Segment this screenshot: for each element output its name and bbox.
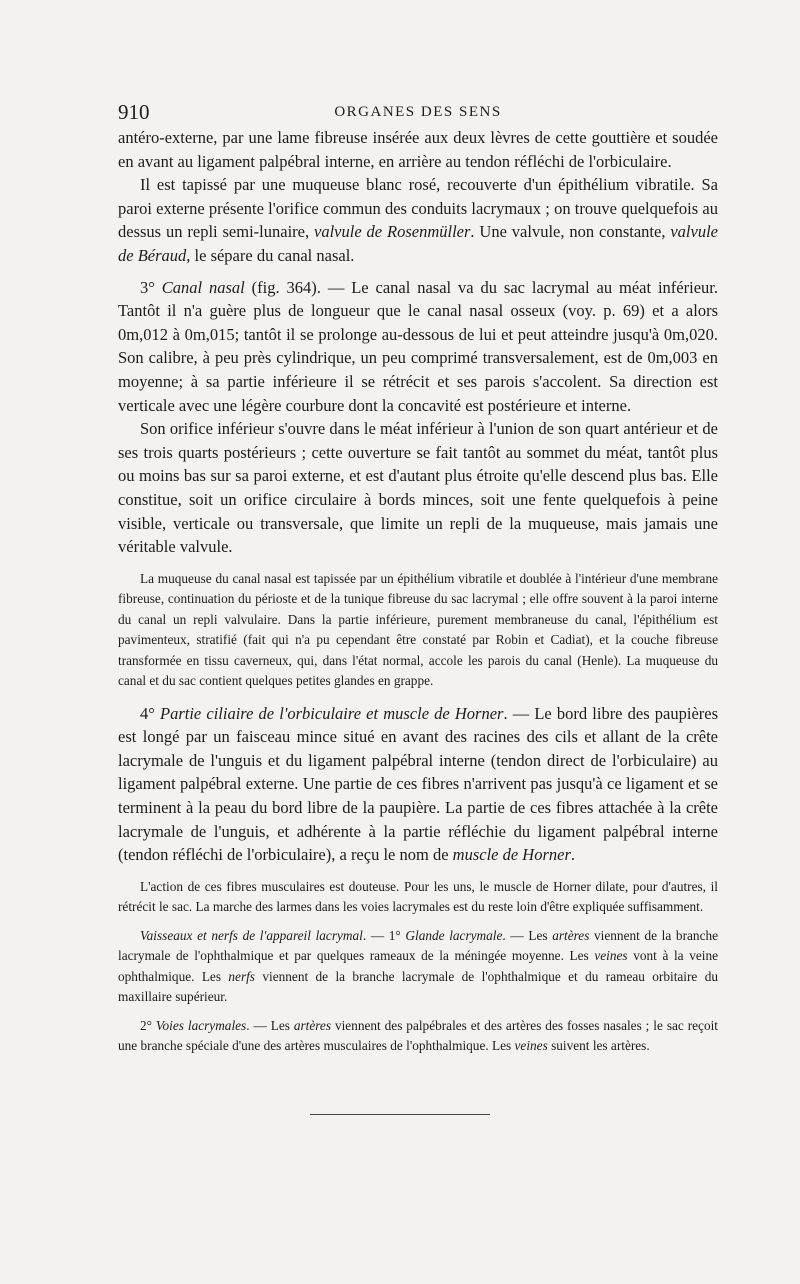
paragraph-text: . Une valvule, non constante, [470,222,671,242]
term-veines: veines [514,1038,548,1054]
paragraph-text: L'action de ces fibres musculaires est douteuse. Pour les uns, le muscle de Horner dilate, pour d'autres, il rétrécit le sac. La marche des larmes dans les voies lacrymales est du reste loin d'être expliquée suffisamment. [118,878,718,915]
term-veines: veines [594,948,628,964]
term-arteres: artères [552,927,590,943]
paragraph-text: La muqueuse du canal nasal est tapissée par un épithélium vibratile et doublée à l'intérieur d'une membrane fibreuse, continuation du périoste et de la tunique fibreuse du sac lacrymal ; elle offre souvent à la paroi interne du canal un repli valvulaire. Dans la partie inférieure, purement membraneuse du canal, l'épithélium est pavimenteux, stratifié (fait qui n'a pu cependant être constaté par Robin et Cadiat), et la couche fibreuse transformée en tissu caverneux, qui, dans l'état normal, accole les parois du canal (Henle). La muqueuse du canal et du sac contient quelques petites glandes en grappe. [118,570,718,689]
subheading-voies-lacrymales: Voies lacrymales [155,1017,247,1033]
paragraph-lacrymal-sac-mucosa [118,173,718,267]
paragraph-text: suivent les artères. [547,1038,650,1054]
paragraph-text: antéro-externe, par une lame fibreuse insérée aux deux lèvres de cette gouttière et soudée en avant au ligament palpébral interne, en arrière au tendon réfléchi de l'orbiculaire. [118,128,718,171]
section-number: 4° [140,703,160,723]
section-heading-vaisseaux: Vaisseaux et nerfs de l'appareil lacrymal [140,927,363,943]
small-print-action [118,877,718,918]
end-rule [310,1114,490,1115]
page-number: 910 [118,100,150,124]
paragraph-text: . — Le bord libre des paupières est longé par un faisceau mince situé en avant des racines des cils et allant de la crête lacrymale de l'unguis et du ligament palpébral interne (tendon direct de l'orbiculaire) au ligament palpébral externe. Une partie de ces fibres n'arrivent pas jusqu'à ce ligament et se terminent à la peau du bord libre de la paupière. La partie de ces fibres attachée à la crête lacrymale de l'unguis, et adhérente à la partie réfléchie du ligament palpébral interne (tendon réfléchi de l'orbiculaire), a reçu le nom de [118,703,719,865]
paragraph-text: Il est tapissé par une muqueuse blanc rosé, recouverte d'un épithélium vibratile. Sa paroi externe présente l'orifice commun des conduits lacrymaux ; on trouve quelquefois au dessus un repli semi-lunaire, [118,175,718,242]
paragraph-continuation [118,126,718,173]
paragraph-text: . — 1° [362,927,406,943]
paragraph-text: . — Les [502,927,553,943]
section-number: 2° [140,1017,156,1033]
paragraph-text: , le sépare du canal nasal. [186,245,355,265]
section-heading-canal-nasal: Canal nasal [161,277,245,297]
small-print-voies-lacrymales [118,1016,718,1057]
term-arteres: artères [293,1017,332,1033]
paragraph-text: vont à la veine ophthalmique. Les [118,948,718,984]
paragraph-muscle-horner [118,702,718,867]
paragraph-text: viennent de la branche lacrymale de l'ophthalmique et du rameau orbitaire du maxillaire supérieur. [118,968,718,1005]
subheading-glande-lacrymale: Glande lacrymale [405,927,503,943]
paragraph-text: viennent des palpébrales et des artères des fosses nasales ; le sac reçoit une branche spéciale d'une des artères musculaires de l'ophthalmique. Les [118,1017,718,1054]
paragraph-text: . — Les [246,1017,294,1033]
paragraph-orifice-inferieur [118,417,718,559]
term-valvule-beraud: valvule de Béraud [118,222,718,265]
running-head: ORGANES DES SENS [334,104,502,120]
paragraph-text: viennent de la branche lacrymale de l'ophthalmique et par quelques rameaux de la méningée moyenne. Les [118,927,719,964]
paragraph-text: (fig. 364). — Le canal nasal va du sac lacrymal au méat inférieur. Tantôt il n'a guère plus de longueur que le canal nasal osseux (voy. p. 69) et a alors 0m,012 à 0m,015; tantôt il se prolonge au-dessous de lui et peut atteindre jusqu'à 0m,020. Son calibre, à peu près cylindrique, un peu comprimé transversalement, est de 0m,003 en moyenne; à sa partie inférieure il se rétrécit et ses parois s'accolent. Sa direction est verticale avec une légère courbure dont la concavité est postérieure et interne. [118,277,718,415]
small-print-muqueuse [118,569,718,692]
page-body [118,126,718,1057]
term-nerfs: nerfs [228,968,255,984]
section-heading-partie-ciliaire: Partie ciliaire de l'orbiculaire et muscle de Horner [160,703,504,723]
term-valvule-rosenmuller: valvule de Rosenmüller [314,222,471,242]
term-muscle-horner: muscle de Horner [452,845,571,865]
small-print-vaisseaux-glande [118,926,718,1008]
paragraph-canal-nasal [118,276,718,418]
section-number: 3° [140,277,162,297]
paragraph-text: . [570,845,576,865]
page-header [118,100,718,126]
paragraph-text: Son orifice inférieur s'ouvre dans le méat inférieur à l'union de son quart antérieur et de ses trois quarts postérieurs ; cette ouverture se fait tantôt au sommet du méat, tantôt plus ou moins bas sur sa paroi externe, et est d'autant plus étroite qu'elle descend plus bas. Elle constitue, soit un orifice circulaire à bords minces, soit une fente quelquefois à peine visible, verticale ou transversale, que limite un repli de la muqueuse, mais jamais une véritable valvule. [118,419,718,557]
